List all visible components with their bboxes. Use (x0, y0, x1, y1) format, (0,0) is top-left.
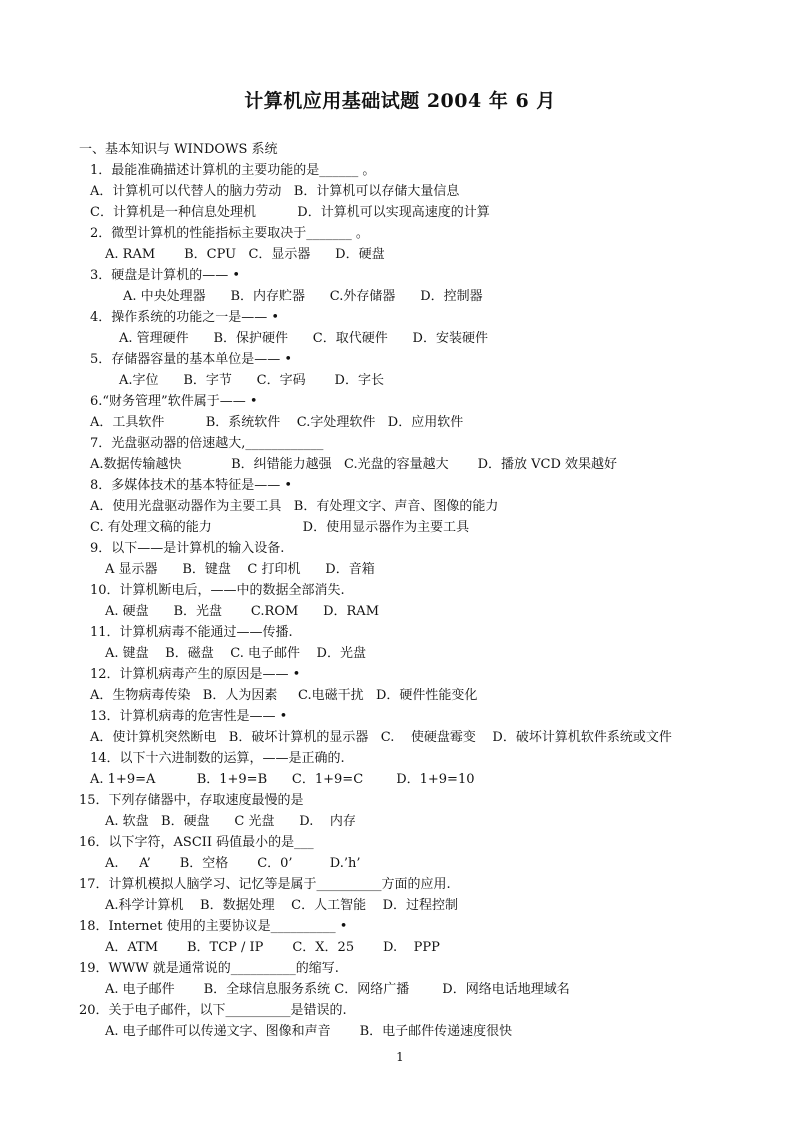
question-line: A.字位 B．字节 C．字码 D．字长 (119, 373, 384, 388)
question-line: A. 软盘 B．硬盘 C 光盘 D. 内存 (105, 814, 356, 829)
question-line: A．ATM B．TCP / IP C．X．25 D. PPP (105, 940, 440, 955)
question-line: A. 中央处理器 B．内存贮器 C.外存储器 D．控制器 (123, 289, 483, 304)
question-line: 7．光盘驱动器的倍速越大,____________ (90, 436, 324, 451)
question-line: 9．以下——是计算机的输入设备. (90, 541, 285, 556)
question-line: A. 1+9=A B．1+9=B C．1+9=C D．1+9=10 (90, 772, 475, 787)
question-line: 18．Internet 使用的主要协议是__________ • (79, 919, 348, 934)
page-number: 1 (396, 1050, 404, 1064)
question-line: A. A’ B．空格 C．0’ D.’h’ (105, 856, 361, 871)
question-line: A. 键盘 B．磁盘 C. 电子邮件 D．光盘 (105, 646, 366, 661)
question-line: 14．以下十六进制数的运算，——是正确的. (90, 751, 345, 766)
question-line: 2．微型计算机的性能指标主要取决于_______ 。 (90, 226, 369, 241)
question-line: A. 电子邮件 B．全球信息服务系统 C．网络广播 D．网络电话地理域名 (105, 982, 570, 997)
question-line: A．使用光盘驱动器作为主要工具 B．有处理文字、声音、图像的能力 (90, 499, 499, 514)
question-line: 4．操作系统的功能之一是—— • (90, 310, 280, 325)
question-line: A 显示器 B．键盘 C 打印机 D．音箱 (105, 562, 375, 577)
question-line: A. 电子邮件可以传递文字、图像和声音 B．电子邮件传递速度很快 (105, 1024, 513, 1039)
page-title: 计算机应用基础试题 2004 年 6 月 (244, 90, 556, 112)
question-line: A．使计算机突然断电 B．破坏计算机的显示器 C. 使硬盘霉变 D．破坏计算机软件系统或文件 (90, 730, 672, 745)
question-line: 8．多媒体技术的基本特征是—— • (90, 478, 293, 493)
question-line: 6.“财务管理”软件属于—— • (90, 394, 258, 409)
question-line: 15．下列存储器中，存取速度最慢的是 (79, 793, 304, 808)
question-line: 1．最能准确描述计算机的主要功能的是______ 。 (90, 163, 376, 178)
question-line: 16．以下字符，ASCII 码值最小的是___ (79, 835, 314, 850)
question-line: 13．计算机病毒的危害性是—— • (90, 709, 288, 724)
question-line: A.科学计算机 B．数据处理 C．人工智能 D．过程控制 (105, 898, 459, 913)
question-line: 17．计算机模拟人脑学习、记忆等是属于__________方面的应用. (79, 877, 451, 892)
question-line: A. 管理硬件 B．保护硬件 C．取代硬件 D．安装硬件 (119, 331, 488, 346)
question-line: 10．计算机断电后，——中的数据全部消失. (90, 583, 345, 598)
question-line: 19．WWW 就是通常说的__________的缩写. (79, 961, 339, 976)
question-line: 5．存储器容量的基本单位是—— • (90, 352, 293, 367)
section-heading: 一、基本知识与 WINDOWS 系统 (79, 142, 278, 157)
question-line: A.数据传输越快 B．纠错能力越强 C.光盘的容量越大 D．播放 VCD 效果越好 (90, 457, 618, 472)
question-line: A．计算机可以代替人的脑力劳动 B．计算机可以存储大量信息 (90, 184, 460, 199)
question-line: A. RAM B．CPU C．显示器 D．硬盘 (105, 247, 385, 262)
question-line: 20．关于电子邮件，以下__________是错误的. (79, 1003, 347, 1018)
question-line: A. 硬盘 B．光盘 C.ROM D．RAM (105, 604, 380, 619)
question-line: C．计算机是一种信息处理机 D．计算机可以实现高速度的计算 (90, 205, 490, 220)
question-line: 11．计算机病毒不能通过——传播. (90, 625, 293, 640)
question-line: A．生物病毒传染 B．人为因素 C.电磁干扰 D．硬件性能变化 (90, 688, 478, 703)
question-line: 3．硬盘是计算机的—— • (90, 268, 241, 283)
question-line: C. 有处理文稿的能力 D．使用显示器作为主要工具 (90, 520, 470, 535)
question-line: 12．计算机病毒产生的原因是—— • (90, 667, 301, 682)
question-line: A．工具软件 B．系统软件 C.字处理软件 D．应用软件 (90, 415, 464, 430)
